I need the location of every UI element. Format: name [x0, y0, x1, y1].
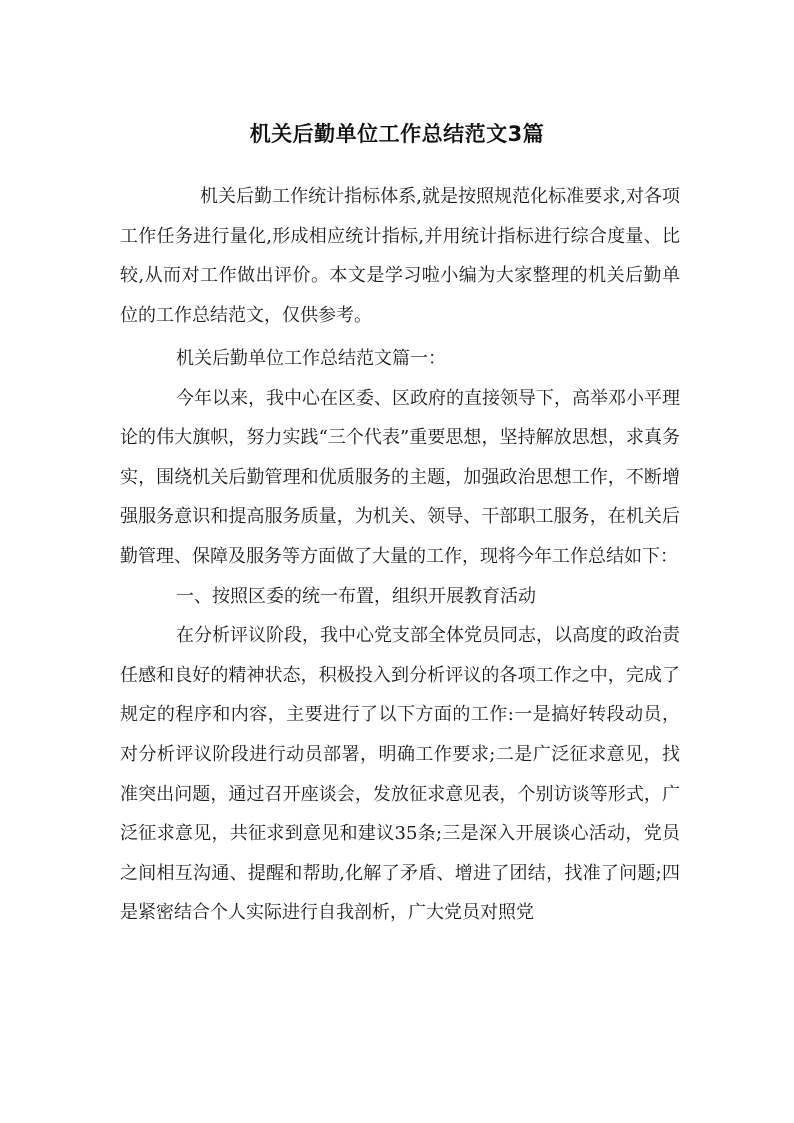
intro-text: 机关后勤工作统计指标体系,就是按照规范化标准要求,对各项工作任务进行量化,形成相应统计指标,并用统计指标进行综合度量、比较,从而对工作做出评价。本文是学习啦小编为大家整理的机关后勤单位的工作总结范文，仅供参考。	[120, 186, 680, 326]
section-heading-part-one: 机关后勤单位工作总结范文篇一：	[176, 348, 446, 369]
body-paragraphs	[120, 339, 680, 933]
document-title: 机关后勤单位工作总结范文3篇	[249, 122, 545, 146]
body-paragraph: 在分析评议阶段，我中心党支部全体党员同志，以高度的政治责任感和良好的精神状态，积极投入到分析评议的各项工作之中，完成了规定的程序和内容，主要进行了以下方面的工作:一是搞好转段动员，对分析评议阶段进行动员部署，明确工作要求;二是广泛征求意见，找准突出问题，通过召开座谈会，发放征求意见表，个别访谈等形式，广泛征求意见，共征求到意见和建议35条;三是深入开展谈心活动，党员之间相互沟通、提醒和帮助,化解了矛盾、增进了团结，找准了问题;四是紧密结合个人实际进行自我剖析，广大党员对照党	[120, 625, 680, 924]
intro-paragraph	[120, 177, 680, 335]
body-paragraph: 今年以来，我中心在区委、区政府的直接领导下，高举邓小平理论的伟大旗帜，努力实践“三个代表”重要思想，坚持解放思想，求真务实，围绕机关后勤管理和优质服务的主题，加强政治思想工作，不断增强服务意识和提高服务质量，为机关、领导、干部职工服务，在机关后勤管理、保障及服务等方面做了大量的工作，现将今年工作总结如下：	[120, 387, 680, 567]
section-heading-one: 一、按照区委的统一布置，组织开展教育活动	[176, 585, 536, 607]
